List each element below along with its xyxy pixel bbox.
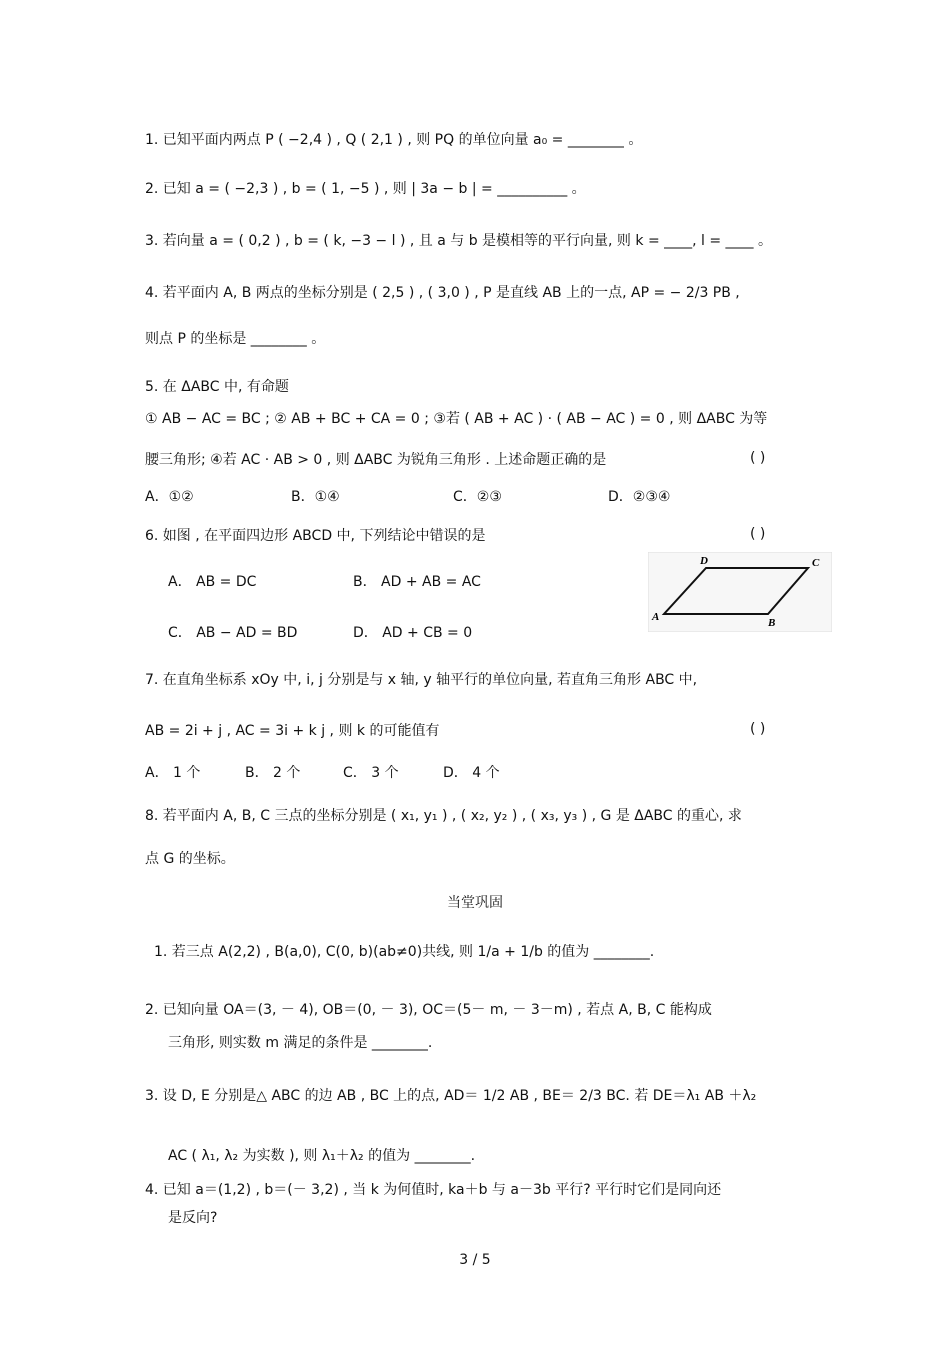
question-5-propositions: ① AB − AC = BC ; ② AB + BC + CA = 0 ; ③若 ( AB + AC ) · ( AB − AC ) = 0 , 则 ΔABC 为等: [145, 411, 768, 427]
choice-c: C．②③: [453, 489, 502, 505]
consolidation-2: 2. 已知向量 OA＝(3, － 4), OB＝(0, － 3), OC＝(5－ m, － 3－m) , 若点 A, B, C 能构成: [145, 1002, 712, 1018]
question-7-cont: AB = 2i + j , AC = 3i + k j , 则 k 的可能值有: [145, 723, 440, 739]
choice-c: C． 3 个: [343, 765, 399, 781]
question-8: 8. 若平面内 A, B, C 三点的坐标分别是 ( x₁, y₁ ) , ( x₂, y₂ ) , ( x₃, y₃ ) , G 是 ΔABC 的重心, 求: [145, 808, 742, 824]
section-title: 当堂巩固: [447, 895, 503, 911]
choice-a: A． AB = DC: [168, 574, 257, 590]
vertex-label-d: D: [700, 555, 708, 567]
question-2: 2. 已知 a = ( −2,3 ) , b = ( 1, −5 ) , 则 | 3a − b | = __________ 。: [145, 181, 586, 197]
question-4-cont: 则点 P 的坐标是 ________ 。: [145, 331, 326, 347]
page-number: 3 / 5: [459, 1252, 491, 1268]
consolidation-3-cont: AC ( λ₁, λ₂ 为实数 ), 则 λ₁＋λ₂ 的值为 ________.: [168, 1148, 476, 1164]
question-5-cont: 腰三角形; ④若 AC · AB > 0 , 则 ΔABC 为锐角三角形 . 上述命题正确的是: [145, 452, 607, 468]
choice-d: D．②③④: [608, 489, 671, 505]
choice-b: B． AD + AB = AC: [353, 574, 481, 590]
question-8-cont: 点 G 的坐标。: [145, 851, 235, 867]
choice-c: C． AB − AD = BD: [168, 625, 298, 641]
answer-paren-q5: ( ): [750, 450, 766, 466]
question-4: 4. 若平面内 A, B 两点的坐标分别是 ( 2,5 ) , ( 3,0 ) , P 是直线 AB 上的一点, AP = − 2/3 PB ,: [145, 285, 740, 301]
choice-d: D． AD + CB = 0: [353, 625, 473, 641]
consolidation-3: 3. 设 D, E 分别是△ ABC 的边 AB , BC 上的点, AD＝ 1/2 AB , BE＝ 2/3 BC. 若 DE＝λ₁ AB ＋λ₂: [145, 1088, 757, 1104]
question-1: 1. 已知平面内两点 P ( −2,4 ) , Q ( 2,1 ) , 则 PQ 的单位向量 a₀ = ________ 。: [145, 132, 643, 148]
question-3: 3. 若向量 a = ( 0,2 ) , b = ( k, −3 − l ) , 且 a 与 b 是模相等的平行向量, 则 k = ____, l = ____ 。: [145, 233, 772, 249]
choice-a: A．①②: [145, 489, 194, 505]
question-6: 6. 如图 , 在平面四边形 ABCD 中, 下列结论中错误的是: [145, 528, 486, 544]
choice-d: D． 4 个: [443, 765, 500, 781]
choice-b: B．①④: [291, 489, 340, 505]
consolidation-4: 4. 已知 a＝(1,2) , b＝(－ 3,2) , 当 k 为何值时, ka＋b 与 a－3b 平行? 平行时它们是同向还: [145, 1182, 722, 1198]
vertex-label-b: B: [768, 617, 776, 629]
consolidation-2-cont: 三角形, 则实数 m 满足的条件是 ________.: [168, 1035, 433, 1051]
vertex-label-c: C: [812, 557, 820, 569]
parallelogram-figure: [648, 552, 832, 632]
answer-paren-q7: ( ): [750, 721, 766, 737]
choice-b: B． 2 个: [245, 765, 301, 781]
consolidation-4-cont: 是反向?: [168, 1210, 218, 1226]
parallelogram-svg: [648, 552, 832, 632]
question-7: 7. 在直角坐标系 xOy 中, i, j 分别是与 x 轴, y 轴平行的单位向量, 若直角三角形 ABC 中,: [145, 672, 698, 688]
question-5: 5. 在 ΔABC 中, 有命题: [145, 379, 289, 395]
vertex-label-a: A: [652, 611, 660, 623]
answer-paren-q6: ( ): [750, 526, 766, 542]
choice-a: A． 1 个: [145, 765, 201, 781]
consolidation-1: 1. 若三点 A(2,2) , B(a,0), C(0, b)(ab≠0)共线, 则 1/a + 1/b 的值为 ________.: [154, 944, 655, 960]
